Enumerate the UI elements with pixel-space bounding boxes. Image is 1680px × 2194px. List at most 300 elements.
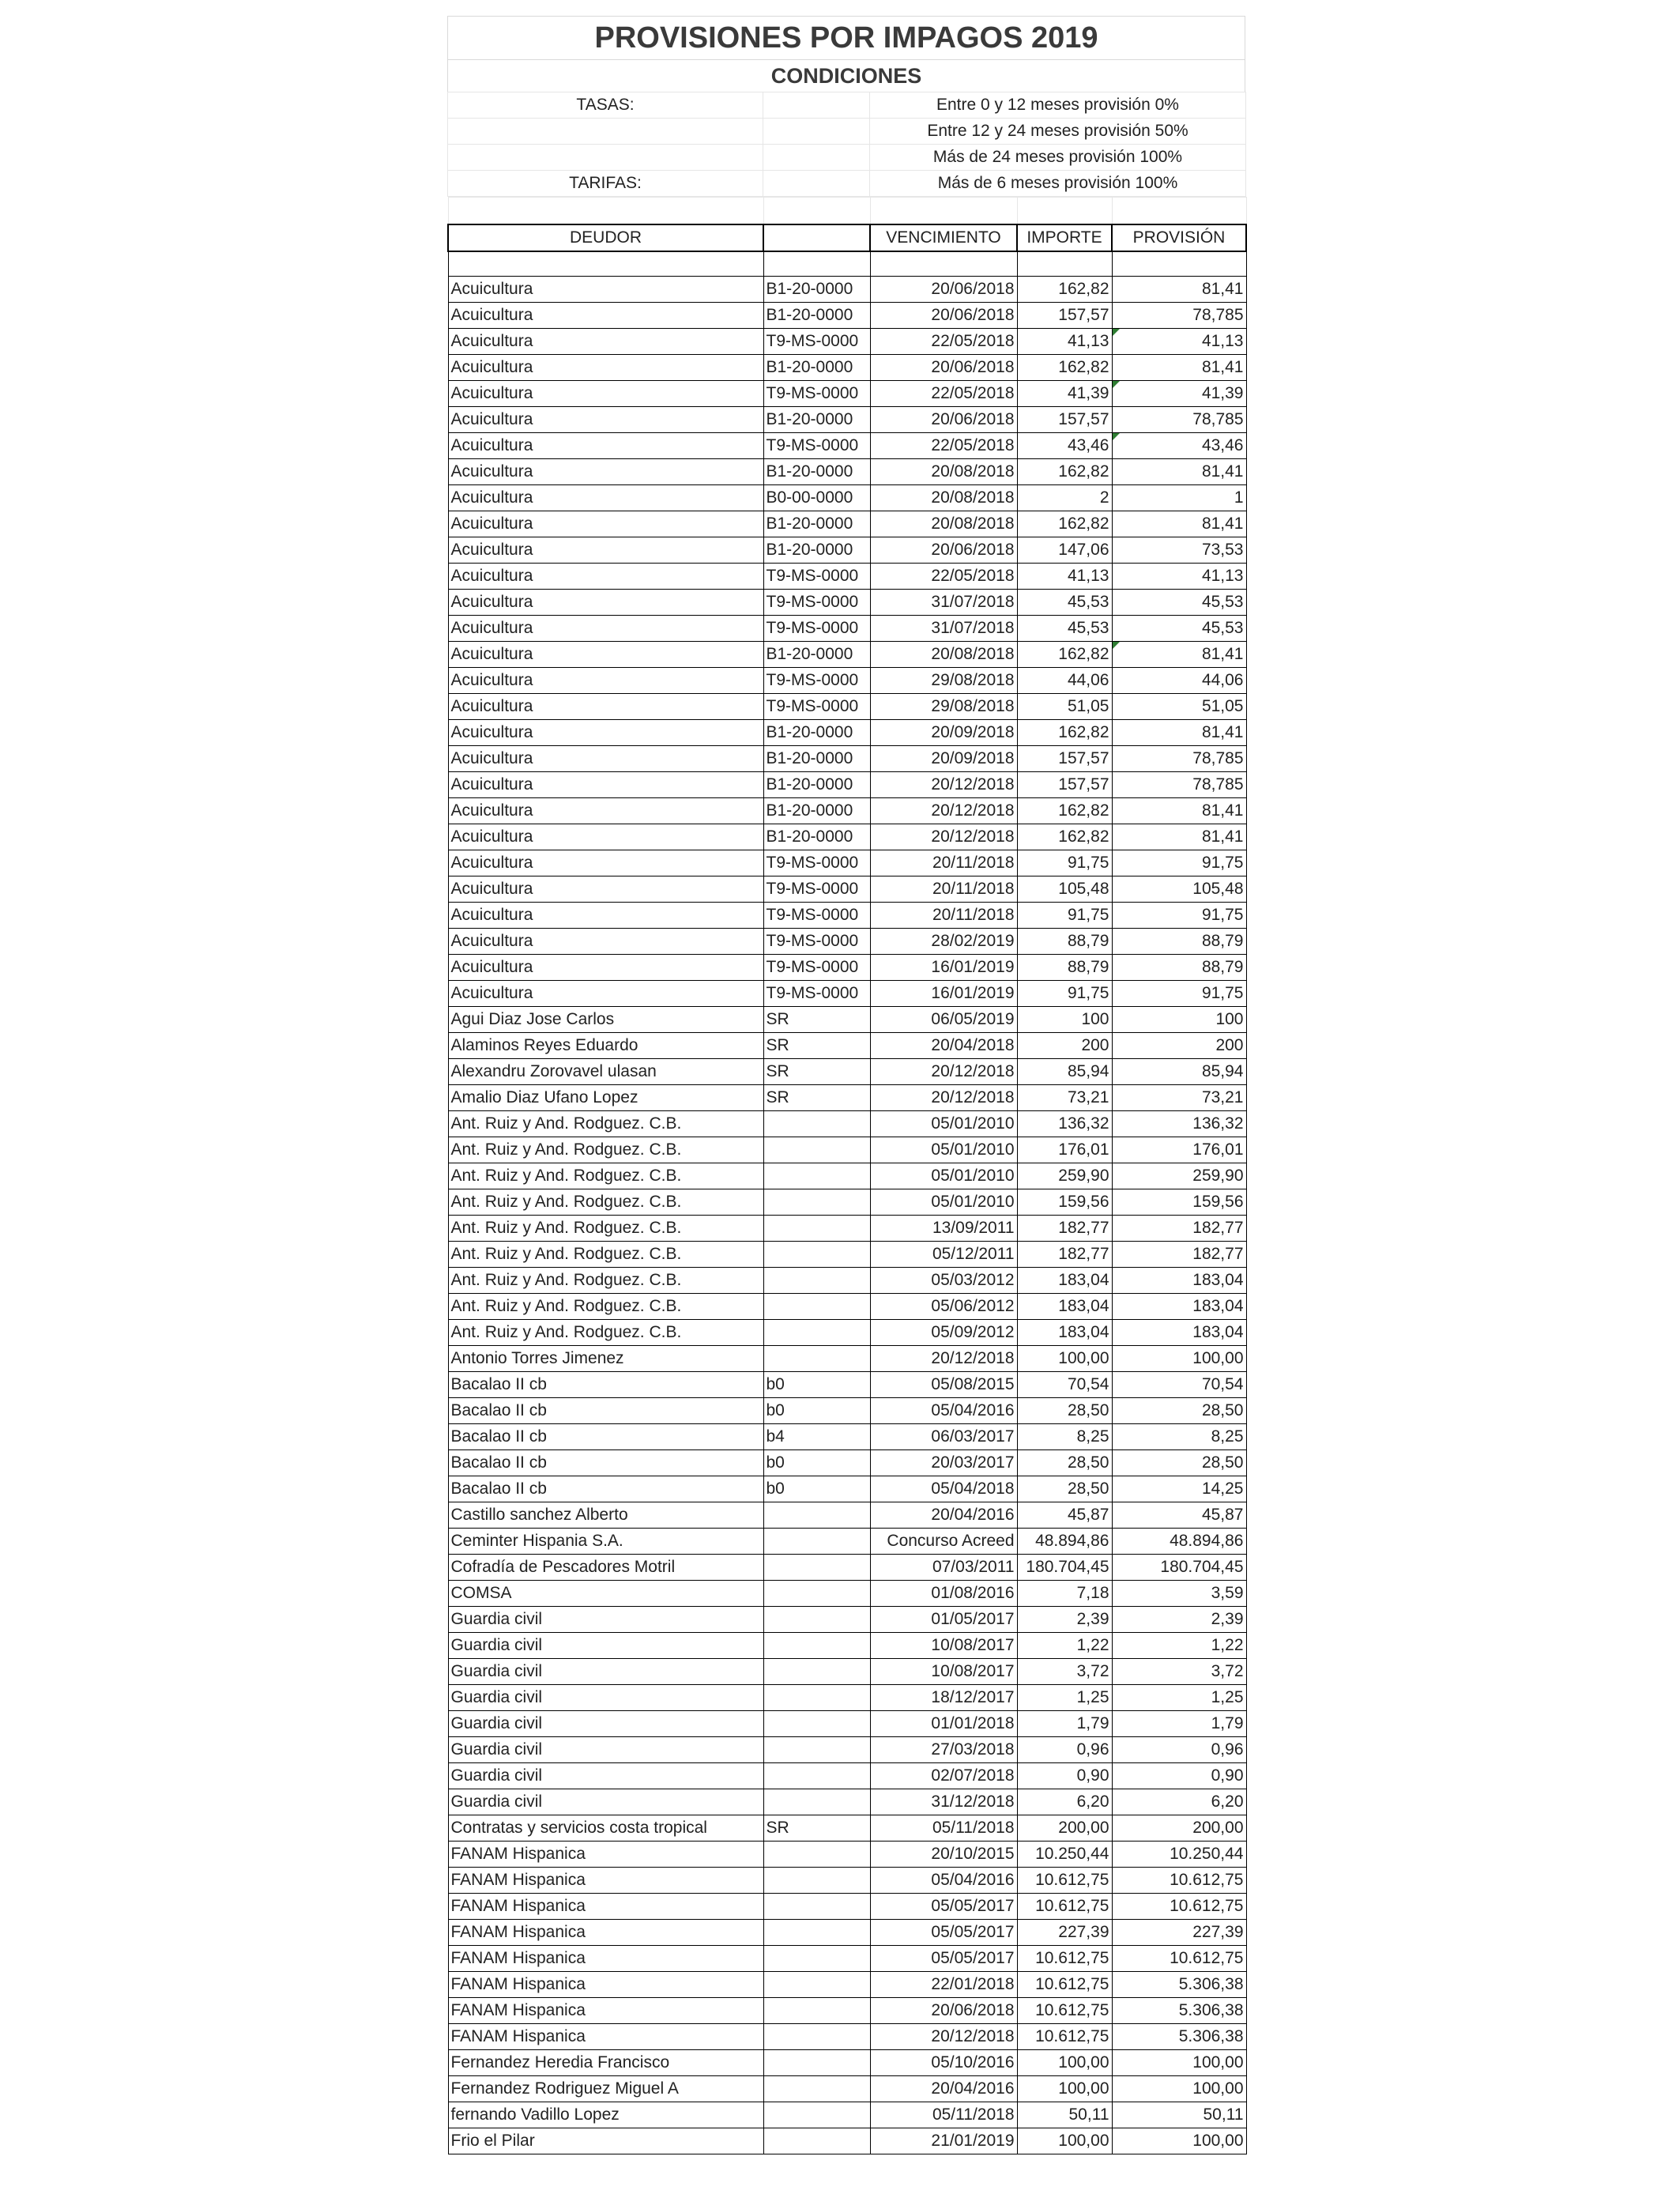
vencimiento-cell[interactable]: 22/05/2018 bbox=[870, 564, 1017, 590]
ref-cell[interactable]: B1-20-0000 bbox=[763, 537, 870, 564]
vencimiento-cell[interactable]: 05/03/2012 bbox=[870, 1268, 1017, 1294]
importe-cell[interactable]: 10.612,75 bbox=[1017, 1868, 1112, 1894]
vencimiento-cell[interactable]: 05/05/2017 bbox=[870, 1920, 1017, 1946]
provision-cell[interactable]: 41,39 bbox=[1112, 381, 1246, 407]
header-vencimiento[interactable]: VENCIMIENTO bbox=[870, 224, 1017, 251]
deudor-cell[interactable]: FANAM Hispanica bbox=[448, 2024, 763, 2050]
provision-cell[interactable]: 81,41 bbox=[1112, 798, 1246, 824]
vencimiento-cell[interactable]: 20/12/2018 bbox=[870, 1085, 1017, 1111]
importe-cell[interactable]: 100,00 bbox=[1017, 1346, 1112, 1372]
importe-cell[interactable]: 136,32 bbox=[1017, 1111, 1112, 1137]
provision-cell[interactable]: 41,13 bbox=[1112, 329, 1246, 355]
provision-cell[interactable]: 81,41 bbox=[1112, 277, 1246, 303]
vencimiento-cell[interactable]: 10/08/2017 bbox=[870, 1659, 1017, 1685]
deudor-cell[interactable]: Alexandru Zorovavel ulasan bbox=[448, 1059, 763, 1085]
provision-cell[interactable]: 100,00 bbox=[1112, 2050, 1246, 2076]
provision-cell[interactable]: 1,22 bbox=[1112, 1633, 1246, 1659]
ref-cell[interactable]: T9-MS-0000 bbox=[763, 981, 870, 1007]
ref-cell[interactable] bbox=[763, 1763, 870, 1789]
provision-cell[interactable]: 88,79 bbox=[1112, 955, 1246, 981]
vencimiento-cell[interactable]: 18/12/2017 bbox=[870, 1685, 1017, 1711]
ref-cell[interactable] bbox=[763, 1502, 870, 1529]
vencimiento-cell[interactable]: 20/06/2018 bbox=[870, 303, 1017, 329]
importe-cell[interactable]: 88,79 bbox=[1017, 955, 1112, 981]
deudor-cell[interactable]: Bacalao II cb bbox=[448, 1372, 763, 1398]
importe-cell[interactable]: 2,39 bbox=[1017, 1607, 1112, 1633]
provision-cell[interactable]: 78,785 bbox=[1112, 407, 1246, 433]
provision-cell[interactable]: 50,11 bbox=[1112, 2102, 1246, 2128]
importe-cell[interactable]: 180.704,45 bbox=[1017, 1555, 1112, 1581]
deudor-cell[interactable]: FANAM Hispanica bbox=[448, 1842, 763, 1868]
vencimiento-cell[interactable]: 05/05/2017 bbox=[870, 1946, 1017, 1972]
deudor-cell[interactable]: Ant. Ruiz y And. Rodguez. C.B. bbox=[448, 1294, 763, 1320]
vencimiento-cell[interactable]: 16/01/2019 bbox=[870, 981, 1017, 1007]
ref-cell[interactable]: B1-20-0000 bbox=[763, 511, 870, 537]
importe-cell[interactable]: 50,11 bbox=[1017, 2102, 1112, 2128]
deudor-cell[interactable]: Guardia civil bbox=[448, 1737, 763, 1763]
provision-cell[interactable]: 45,53 bbox=[1112, 590, 1246, 616]
vencimiento-cell[interactable]: 05/06/2012 bbox=[870, 1294, 1017, 1320]
importe-cell[interactable]: 182,77 bbox=[1017, 1242, 1112, 1268]
deudor-cell[interactable]: Acuicultura bbox=[448, 824, 763, 850]
vencimiento-cell[interactable]: 20/06/2018 bbox=[870, 1998, 1017, 2024]
deudor-cell[interactable]: Acuicultura bbox=[448, 407, 763, 433]
ref-cell[interactable]: T9-MS-0000 bbox=[763, 850, 870, 876]
vencimiento-cell[interactable]: 06/03/2017 bbox=[870, 1424, 1017, 1450]
ref-cell[interactable]: SR bbox=[763, 1059, 870, 1085]
importe-cell[interactable]: 91,75 bbox=[1017, 850, 1112, 876]
deudor-cell[interactable]: Ant. Ruiz y And. Rodguez. C.B. bbox=[448, 1111, 763, 1137]
ref-cell[interactable] bbox=[763, 1268, 870, 1294]
deudor-cell[interactable]: Guardia civil bbox=[448, 1763, 763, 1789]
provision-cell[interactable]: 41,13 bbox=[1112, 564, 1246, 590]
vencimiento-cell[interactable]: 20/08/2018 bbox=[870, 642, 1017, 668]
provision-cell[interactable]: 28,50 bbox=[1112, 1450, 1246, 1476]
provision-cell[interactable]: 100,00 bbox=[1112, 2128, 1246, 2154]
deudor-cell[interactable]: Acuicultura bbox=[448, 876, 763, 903]
deudor-cell[interactable]: Acuicultura bbox=[448, 798, 763, 824]
header-deudor[interactable]: DEUDOR bbox=[448, 224, 763, 251]
deudor-cell[interactable]: Acuicultura bbox=[448, 537, 763, 564]
vencimiento-cell[interactable]: 20/09/2018 bbox=[870, 746, 1017, 772]
importe-cell[interactable]: 10.612,75 bbox=[1017, 1972, 1112, 1998]
importe-cell[interactable]: 159,56 bbox=[1017, 1189, 1112, 1216]
vencimiento-cell[interactable]: 07/03/2011 bbox=[870, 1555, 1017, 1581]
vencimiento-cell[interactable]: 20/11/2018 bbox=[870, 903, 1017, 929]
provision-cell[interactable]: 43,46 bbox=[1112, 433, 1246, 459]
vencimiento-cell[interactable]: 20/06/2018 bbox=[870, 407, 1017, 433]
deudor-cell[interactable]: Acuicultura bbox=[448, 955, 763, 981]
deudor-cell[interactable]: Antonio Torres Jimenez bbox=[448, 1346, 763, 1372]
vencimiento-cell[interactable]: 05/01/2010 bbox=[870, 1189, 1017, 1216]
importe-cell[interactable]: 162,82 bbox=[1017, 824, 1112, 850]
provision-cell[interactable]: 73,53 bbox=[1112, 537, 1246, 564]
provision-cell[interactable]: 81,41 bbox=[1112, 459, 1246, 485]
provision-cell[interactable]: 1,79 bbox=[1112, 1711, 1246, 1737]
ref-cell[interactable]: B0-00-0000 bbox=[763, 485, 870, 511]
provision-cell[interactable]: 3,72 bbox=[1112, 1659, 1246, 1685]
importe-cell[interactable]: 157,57 bbox=[1017, 303, 1112, 329]
deudor-cell[interactable]: Acuicultura bbox=[448, 355, 763, 381]
deudor-cell[interactable]: Ant. Ruiz y And. Rodguez. C.B. bbox=[448, 1189, 763, 1216]
vencimiento-cell[interactable]: 05/09/2012 bbox=[870, 1320, 1017, 1346]
importe-cell[interactable]: 10.612,75 bbox=[1017, 1946, 1112, 1972]
ref-cell[interactable]: T9-MS-0000 bbox=[763, 955, 870, 981]
provision-cell[interactable]: 10.612,75 bbox=[1112, 1894, 1246, 1920]
ref-cell[interactable] bbox=[763, 1581, 870, 1607]
deudor-cell[interactable]: Acuicultura bbox=[448, 511, 763, 537]
deudor-cell[interactable]: Ant. Ruiz y And. Rodguez. C.B. bbox=[448, 1163, 763, 1189]
ref-cell[interactable] bbox=[763, 1111, 870, 1137]
deudor-cell[interactable]: Acuicultura bbox=[448, 564, 763, 590]
ref-cell[interactable] bbox=[763, 2050, 870, 2076]
vencimiento-cell[interactable]: 27/03/2018 bbox=[870, 1737, 1017, 1763]
ref-cell[interactable] bbox=[763, 1894, 870, 1920]
ref-cell[interactable]: b4 bbox=[763, 1424, 870, 1450]
condition-empty-cell[interactable] bbox=[763, 145, 870, 171]
provision-cell[interactable]: 6,20 bbox=[1112, 1789, 1246, 1815]
importe-cell[interactable]: 1,79 bbox=[1017, 1711, 1112, 1737]
ref-cell[interactable]: B1-20-0000 bbox=[763, 824, 870, 850]
provision-cell[interactable]: 45,87 bbox=[1112, 1502, 1246, 1529]
importe-cell[interactable]: 1,22 bbox=[1017, 1633, 1112, 1659]
vencimiento-cell[interactable]: 28/02/2019 bbox=[870, 929, 1017, 955]
provision-cell[interactable]: 100,00 bbox=[1112, 1346, 1246, 1372]
vencimiento-cell[interactable]: 20/12/2018 bbox=[870, 1346, 1017, 1372]
deudor-cell[interactable]: Acuicultura bbox=[448, 590, 763, 616]
provision-cell[interactable]: 85,94 bbox=[1112, 1059, 1246, 1085]
provision-cell[interactable]: 259,90 bbox=[1112, 1163, 1246, 1189]
ref-cell[interactable]: T9-MS-0000 bbox=[763, 329, 870, 355]
provision-cell[interactable]: 81,41 bbox=[1112, 355, 1246, 381]
vencimiento-cell[interactable]: 22/01/2018 bbox=[870, 1972, 1017, 1998]
importe-cell[interactable]: 70,54 bbox=[1017, 1372, 1112, 1398]
provision-cell[interactable]: 176,01 bbox=[1112, 1137, 1246, 1163]
importe-cell[interactable]: 48.894,86 bbox=[1017, 1529, 1112, 1555]
vencimiento-cell[interactable]: 05/11/2018 bbox=[870, 1815, 1017, 1842]
importe-cell[interactable]: 10.612,75 bbox=[1017, 1998, 1112, 2024]
deudor-cell[interactable]: Bacalao II cb bbox=[448, 1424, 763, 1450]
ref-cell[interactable] bbox=[763, 1789, 870, 1815]
vencimiento-cell[interactable]: 05/12/2011 bbox=[870, 1242, 1017, 1268]
ref-cell[interactable] bbox=[763, 1633, 870, 1659]
importe-cell[interactable]: 100,00 bbox=[1017, 2076, 1112, 2102]
condition-label[interactable] bbox=[448, 119, 763, 145]
vencimiento-cell[interactable]: 01/01/2018 bbox=[870, 1711, 1017, 1737]
ref-cell[interactable]: T9-MS-0000 bbox=[763, 694, 870, 720]
provision-cell[interactable]: 183,04 bbox=[1112, 1320, 1246, 1346]
ref-cell[interactable]: T9-MS-0000 bbox=[763, 381, 870, 407]
vencimiento-cell[interactable]: 05/04/2016 bbox=[870, 1868, 1017, 1894]
importe-cell[interactable]: 0,96 bbox=[1017, 1737, 1112, 1763]
vencimiento-cell[interactable]: 20/12/2018 bbox=[870, 1059, 1017, 1085]
ref-cell[interactable]: b0 bbox=[763, 1398, 870, 1424]
ref-cell[interactable]: B1-20-0000 bbox=[763, 303, 870, 329]
provision-cell[interactable]: 159,56 bbox=[1112, 1189, 1246, 1216]
importe-cell[interactable]: 41,13 bbox=[1017, 329, 1112, 355]
vencimiento-cell[interactable]: 20/03/2017 bbox=[870, 1450, 1017, 1476]
importe-cell[interactable]: 10.612,75 bbox=[1017, 1894, 1112, 1920]
vencimiento-cell[interactable]: 20/12/2018 bbox=[870, 772, 1017, 798]
importe-cell[interactable]: 10.612,75 bbox=[1017, 2024, 1112, 2050]
provision-cell[interactable]: 1,25 bbox=[1112, 1685, 1246, 1711]
importe-cell[interactable]: 10.250,44 bbox=[1017, 1842, 1112, 1868]
deudor-cell[interactable]: Guardia civil bbox=[448, 1659, 763, 1685]
vencimiento-cell[interactable]: 20/10/2015 bbox=[870, 1842, 1017, 1868]
vencimiento-cell[interactable]: 31/07/2018 bbox=[870, 590, 1017, 616]
ref-cell[interactable]: b0 bbox=[763, 1450, 870, 1476]
provision-cell[interactable]: 45,53 bbox=[1112, 616, 1246, 642]
vencimiento-cell[interactable]: 02/07/2018 bbox=[870, 1763, 1017, 1789]
vencimiento-cell[interactable]: 20/06/2018 bbox=[870, 277, 1017, 303]
ref-cell[interactable] bbox=[763, 1555, 870, 1581]
vencimiento-cell[interactable]: 29/08/2018 bbox=[870, 694, 1017, 720]
vencimiento-cell[interactable]: 01/08/2016 bbox=[870, 1581, 1017, 1607]
deudor-cell[interactable]: FANAM Hispanica bbox=[448, 1920, 763, 1946]
provision-cell[interactable]: 70,54 bbox=[1112, 1372, 1246, 1398]
ref-cell[interactable] bbox=[763, 1320, 870, 1346]
deudor-cell[interactable]: Alaminos Reyes Eduardo bbox=[448, 1033, 763, 1059]
importe-cell[interactable]: 227,39 bbox=[1017, 1920, 1112, 1946]
vencimiento-cell[interactable]: 20/06/2018 bbox=[870, 355, 1017, 381]
ref-cell[interactable] bbox=[763, 1137, 870, 1163]
provision-cell[interactable]: 0,90 bbox=[1112, 1763, 1246, 1789]
deudor-cell[interactable]: Guardia civil bbox=[448, 1789, 763, 1815]
ref-cell[interactable] bbox=[763, 1685, 870, 1711]
deudor-cell[interactable]: Cofradía de Pescadores Motril bbox=[448, 1555, 763, 1581]
importe-cell[interactable]: 105,48 bbox=[1017, 876, 1112, 903]
provision-cell[interactable]: 48.894,86 bbox=[1112, 1529, 1246, 1555]
provision-cell[interactable]: 136,32 bbox=[1112, 1111, 1246, 1137]
ref-cell[interactable]: SR bbox=[763, 1085, 870, 1111]
deudor-cell[interactable]: Ant. Ruiz y And. Rodguez. C.B. bbox=[448, 1216, 763, 1242]
deudor-cell[interactable]: Ant. Ruiz y And. Rodguez. C.B. bbox=[448, 1268, 763, 1294]
vencimiento-cell[interactable]: 20/04/2016 bbox=[870, 1502, 1017, 1529]
importe-cell[interactable]: 73,21 bbox=[1017, 1085, 1112, 1111]
importe-cell[interactable]: 43,46 bbox=[1017, 433, 1112, 459]
provision-cell[interactable]: 180.704,45 bbox=[1112, 1555, 1246, 1581]
ref-cell[interactable] bbox=[763, 2076, 870, 2102]
deudor-cell[interactable]: Ant. Ruiz y And. Rodguez. C.B. bbox=[448, 1320, 763, 1346]
provision-cell[interactable]: 1 bbox=[1112, 485, 1246, 511]
provision-cell[interactable]: 81,41 bbox=[1112, 720, 1246, 746]
ref-cell[interactable] bbox=[763, 1946, 870, 1972]
condition-text[interactable]: Entre 12 y 24 meses provisión 50% bbox=[870, 119, 1246, 145]
provision-cell[interactable]: 10.612,75 bbox=[1112, 1946, 1246, 1972]
vencimiento-cell[interactable]: 10/08/2017 bbox=[870, 1633, 1017, 1659]
ref-cell[interactable] bbox=[763, 1659, 870, 1685]
importe-cell[interactable]: 100 bbox=[1017, 1007, 1112, 1033]
provision-cell[interactable]: 91,75 bbox=[1112, 981, 1246, 1007]
vencimiento-cell[interactable]: 22/05/2018 bbox=[870, 381, 1017, 407]
condition-label[interactable]: TARIFAS: bbox=[448, 171, 763, 197]
ref-cell[interactable]: SR bbox=[763, 1007, 870, 1033]
importe-cell[interactable]: 2 bbox=[1017, 485, 1112, 511]
vencimiento-cell[interactable]: 22/05/2018 bbox=[870, 329, 1017, 355]
vencimiento-cell[interactable]: 20/12/2018 bbox=[870, 2024, 1017, 2050]
deudor-cell[interactable]: FANAM Hispanica bbox=[448, 1946, 763, 1972]
importe-cell[interactable]: 162,82 bbox=[1017, 511, 1112, 537]
importe-cell[interactable]: 157,57 bbox=[1017, 772, 1112, 798]
importe-cell[interactable]: 45,53 bbox=[1017, 616, 1112, 642]
vencimiento-cell[interactable]: 01/05/2017 bbox=[870, 1607, 1017, 1633]
ref-cell[interactable]: b0 bbox=[763, 1476, 870, 1502]
provision-cell[interactable]: 73,21 bbox=[1112, 1085, 1246, 1111]
ref-cell[interactable]: B1-20-0000 bbox=[763, 772, 870, 798]
provision-cell[interactable]: 28,50 bbox=[1112, 1398, 1246, 1424]
provision-cell[interactable]: 3,59 bbox=[1112, 1581, 1246, 1607]
deudor-cell[interactable]: Bacalao II cb bbox=[448, 1476, 763, 1502]
vencimiento-cell[interactable]: 05/11/2018 bbox=[870, 2102, 1017, 2128]
vencimiento-cell[interactable]: 20/04/2016 bbox=[870, 2076, 1017, 2102]
importe-cell[interactable]: 157,57 bbox=[1017, 746, 1112, 772]
deudor-cell[interactable]: Frio el Pilar bbox=[448, 2128, 763, 2154]
vencimiento-cell[interactable]: 05/01/2010 bbox=[870, 1111, 1017, 1137]
vencimiento-cell[interactable]: 05/01/2010 bbox=[870, 1163, 1017, 1189]
ref-cell[interactable]: SR bbox=[763, 1033, 870, 1059]
vencimiento-cell[interactable]: 05/08/2015 bbox=[870, 1372, 1017, 1398]
ref-cell[interactable] bbox=[763, 1920, 870, 1946]
condition-empty-cell[interactable] bbox=[763, 92, 870, 119]
deudor-cell[interactable]: Guardia civil bbox=[448, 1633, 763, 1659]
ref-cell[interactable] bbox=[763, 1607, 870, 1633]
header-ref[interactable] bbox=[763, 224, 870, 251]
importe-cell[interactable]: 1,25 bbox=[1017, 1685, 1112, 1711]
vencimiento-cell[interactable]: 20/11/2018 bbox=[870, 876, 1017, 903]
ref-cell[interactable]: B1-20-0000 bbox=[763, 798, 870, 824]
importe-cell[interactable]: 51,05 bbox=[1017, 694, 1112, 720]
provision-cell[interactable]: 105,48 bbox=[1112, 876, 1246, 903]
deudor-cell[interactable]: Acuicultura bbox=[448, 903, 763, 929]
vencimiento-cell[interactable]: 22/05/2018 bbox=[870, 433, 1017, 459]
provision-cell[interactable]: 10.612,75 bbox=[1112, 1868, 1246, 1894]
importe-cell[interactable]: 45,87 bbox=[1017, 1502, 1112, 1529]
importe-cell[interactable]: 162,82 bbox=[1017, 798, 1112, 824]
vencimiento-cell[interactable]: 13/09/2011 bbox=[870, 1216, 1017, 1242]
vencimiento-cell[interactable]: 20/12/2018 bbox=[870, 824, 1017, 850]
vencimiento-cell[interactable]: Concurso Acreed bbox=[870, 1529, 1017, 1555]
importe-cell[interactable]: 88,79 bbox=[1017, 929, 1112, 955]
vencimiento-cell[interactable]: 31/12/2018 bbox=[870, 1789, 1017, 1815]
deudor-cell[interactable]: Contratas y servicios costa tropical bbox=[448, 1815, 763, 1842]
vencimiento-cell[interactable]: 20/11/2018 bbox=[870, 850, 1017, 876]
deudor-cell[interactable]: Acuicultura bbox=[448, 303, 763, 329]
provision-cell[interactable]: 5.306,38 bbox=[1112, 2024, 1246, 2050]
provision-cell[interactable]: 81,41 bbox=[1112, 824, 1246, 850]
condition-text[interactable]: Entre 0 y 12 meses provisión 0% bbox=[870, 92, 1246, 119]
provision-cell[interactable]: 88,79 bbox=[1112, 929, 1246, 955]
deudor-cell[interactable]: Ant. Ruiz y And. Rodguez. C.B. bbox=[448, 1242, 763, 1268]
importe-cell[interactable]: 45,53 bbox=[1017, 590, 1112, 616]
deudor-cell[interactable]: Acuicultura bbox=[448, 694, 763, 720]
provision-cell[interactable]: 100 bbox=[1112, 1007, 1246, 1033]
deudor-cell[interactable]: COMSA bbox=[448, 1581, 763, 1607]
deudor-cell[interactable]: Ceminter Hispania S.A. bbox=[448, 1529, 763, 1555]
importe-cell[interactable]: 44,06 bbox=[1017, 668, 1112, 694]
ref-cell[interactable]: T9-MS-0000 bbox=[763, 564, 870, 590]
importe-cell[interactable]: 162,82 bbox=[1017, 355, 1112, 381]
importe-cell[interactable]: 91,75 bbox=[1017, 903, 1112, 929]
provision-cell[interactable]: 78,785 bbox=[1112, 772, 1246, 798]
importe-cell[interactable]: 8,25 bbox=[1017, 1424, 1112, 1450]
deudor-cell[interactable]: Castillo sanchez Alberto bbox=[448, 1502, 763, 1529]
vencimiento-cell[interactable]: 31/07/2018 bbox=[870, 616, 1017, 642]
importe-cell[interactable]: 183,04 bbox=[1017, 1268, 1112, 1294]
vencimiento-cell[interactable]: 05/04/2016 bbox=[870, 1398, 1017, 1424]
provision-cell[interactable]: 10.250,44 bbox=[1112, 1842, 1246, 1868]
ref-cell[interactable] bbox=[763, 1998, 870, 2024]
provision-cell[interactable]: 183,04 bbox=[1112, 1268, 1246, 1294]
importe-cell[interactable]: 147,06 bbox=[1017, 537, 1112, 564]
provision-cell[interactable]: 227,39 bbox=[1112, 1920, 1246, 1946]
ref-cell[interactable] bbox=[763, 1529, 870, 1555]
provision-cell[interactable]: 5.306,38 bbox=[1112, 1972, 1246, 1998]
provision-cell[interactable]: 78,785 bbox=[1112, 746, 1246, 772]
vencimiento-cell[interactable]: 05/04/2018 bbox=[870, 1476, 1017, 1502]
ref-cell[interactable]: B1-20-0000 bbox=[763, 459, 870, 485]
importe-cell[interactable]: 162,82 bbox=[1017, 642, 1112, 668]
vencimiento-cell[interactable]: 20/06/2018 bbox=[870, 537, 1017, 564]
vencimiento-cell[interactable]: 21/01/2019 bbox=[870, 2128, 1017, 2154]
ref-cell[interactable] bbox=[763, 1294, 870, 1320]
deudor-cell[interactable]: Acuicultura bbox=[448, 381, 763, 407]
condition-label[interactable] bbox=[448, 145, 763, 171]
importe-cell[interactable]: 100,00 bbox=[1017, 2128, 1112, 2154]
vencimiento-cell[interactable]: 20/04/2018 bbox=[870, 1033, 1017, 1059]
importe-cell[interactable]: 0,90 bbox=[1017, 1763, 1112, 1789]
deudor-cell[interactable]: Guardia civil bbox=[448, 1711, 763, 1737]
ref-cell[interactable] bbox=[763, 2128, 870, 2154]
deudor-cell[interactable]: Guardia civil bbox=[448, 1607, 763, 1633]
ref-cell[interactable] bbox=[763, 1189, 870, 1216]
provision-cell[interactable]: 81,41 bbox=[1112, 642, 1246, 668]
deudor-cell[interactable]: FANAM Hispanica bbox=[448, 1868, 763, 1894]
vencimiento-cell[interactable]: 06/05/2019 bbox=[870, 1007, 1017, 1033]
deudor-cell[interactable]: Acuicultura bbox=[448, 329, 763, 355]
importe-cell[interactable]: 183,04 bbox=[1017, 1294, 1112, 1320]
deudor-cell[interactable]: FANAM Hispanica bbox=[448, 1972, 763, 1998]
importe-cell[interactable]: 200,00 bbox=[1017, 1815, 1112, 1842]
importe-cell[interactable]: 91,75 bbox=[1017, 981, 1112, 1007]
importe-cell[interactable]: 157,57 bbox=[1017, 407, 1112, 433]
provision-cell[interactable]: 81,41 bbox=[1112, 511, 1246, 537]
ref-cell[interactable]: B1-20-0000 bbox=[763, 746, 870, 772]
importe-cell[interactable]: 176,01 bbox=[1017, 1137, 1112, 1163]
deudor-cell[interactable]: Acuicultura bbox=[448, 720, 763, 746]
deudor-cell[interactable]: Acuicultura bbox=[448, 981, 763, 1007]
vencimiento-cell[interactable]: 20/12/2018 bbox=[870, 798, 1017, 824]
deudor-cell[interactable]: Acuicultura bbox=[448, 485, 763, 511]
vencimiento-cell[interactable]: 20/09/2018 bbox=[870, 720, 1017, 746]
header-importe[interactable]: IMPORTE bbox=[1017, 224, 1112, 251]
ref-cell[interactable] bbox=[763, 1242, 870, 1268]
ref-cell[interactable]: b0 bbox=[763, 1372, 870, 1398]
deudor-cell[interactable]: Acuicultura bbox=[448, 642, 763, 668]
importe-cell[interactable]: 162,82 bbox=[1017, 277, 1112, 303]
ref-cell[interactable] bbox=[763, 1711, 870, 1737]
deudor-cell[interactable]: Acuicultura bbox=[448, 772, 763, 798]
importe-cell[interactable]: 85,94 bbox=[1017, 1059, 1112, 1085]
ref-cell[interactable]: T9-MS-0000 bbox=[763, 903, 870, 929]
provision-cell[interactable]: 182,77 bbox=[1112, 1242, 1246, 1268]
importe-cell[interactable]: 41,13 bbox=[1017, 564, 1112, 590]
importe-cell[interactable]: 41,39 bbox=[1017, 381, 1112, 407]
importe-cell[interactable]: 100,00 bbox=[1017, 2050, 1112, 2076]
ref-cell[interactable]: T9-MS-0000 bbox=[763, 876, 870, 903]
vencimiento-cell[interactable]: 05/10/2016 bbox=[870, 2050, 1017, 2076]
provision-cell[interactable]: 200,00 bbox=[1112, 1815, 1246, 1842]
ref-cell[interactable] bbox=[763, 1346, 870, 1372]
